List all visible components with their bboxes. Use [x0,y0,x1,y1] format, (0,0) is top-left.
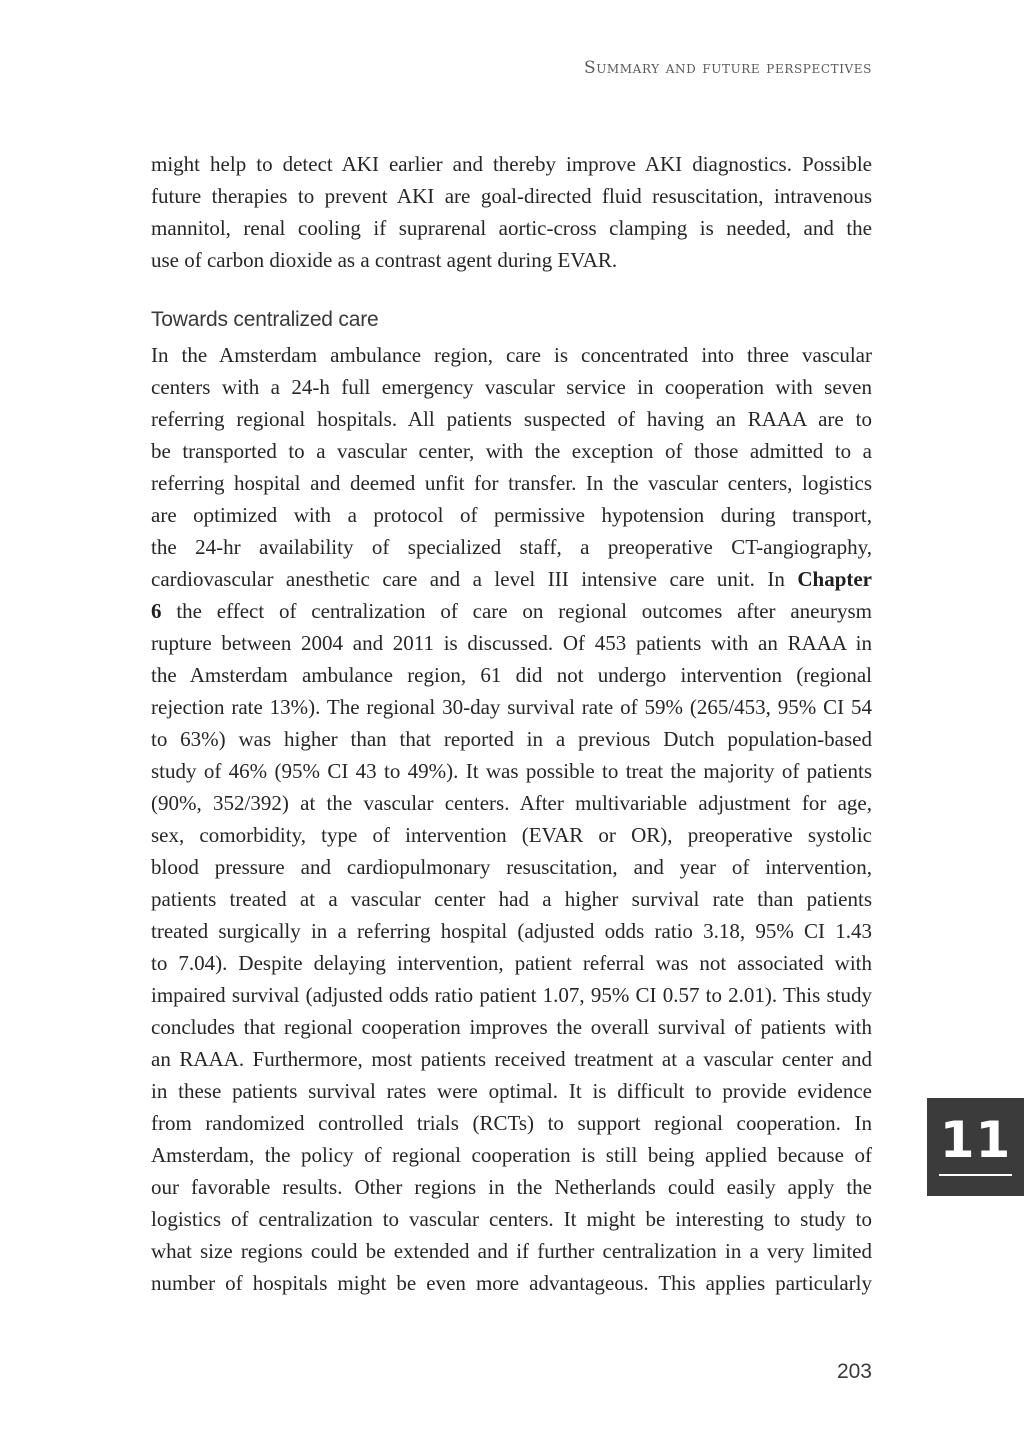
text-fragment: the effect of centralization of care on regional outcomes after aneurysm [176,599,872,623]
text-line: sex, comorbidity, type of intervention (EVAR or OR), preoperative systolic [151,823,872,847]
text-line: patients treated at a vascular center had a higher survival rate than patients [151,887,872,911]
running-header: Summary and future perspectives [583,58,872,78]
text-line: Amsterdam, the policy of regional cooperation is still being applied because of [151,1143,872,1167]
text-line: centers with a 24-h full emergency vascular service in cooperation with seven [151,375,872,399]
chapter-tab-number: 11 [939,1111,1012,1169]
text-line: impaired survival (adjusted odds ratio patient 1.07, 95% CI 0.57 to 2.01). This study [151,983,872,1007]
text-line: be transported to a vascular center, with the exception of those admitted to a [151,439,872,463]
text-line: study of 46% (95% CI 43 to 49%). It was possible to treat the majority of patients [151,759,872,783]
text-line: the Amsterdam ambulance region, 61 did not undergo intervention (regional [151,663,872,687]
text-line: the 24-hr availability of specialized staff, a preoperative CT-angiography, [151,535,872,559]
text-line: blood pressure and cardiopulmonary resuscitation, and year of intervention, [151,855,872,879]
text-line: might help to detect AKI earlier and thereby improve AKI diagnostics. Possible [151,152,872,176]
text-line: referring regional hospitals. All patients suspected of having an RAAA are to [151,407,872,431]
text-line: what size regions could be extended and if further centralization in a very limited [151,1239,872,1263]
text-line: use of carbon dioxide as a contrast agent during EVAR. [151,248,618,272]
text-line: from randomized controlled trials (RCTs) to support regional cooperation. In [151,1111,872,1135]
text-line: our favorable results. Other regions in the Netherlands could easily apply the [151,1175,872,1199]
page-number: 203 [836,1360,872,1383]
text-line: rupture between 2004 and 2011 is discussed. Of 453 patients with an RAAA in [151,631,872,655]
text-line: to 63%) was higher than that reported in a previous Dutch population-based [151,727,872,751]
section-heading: Towards centralized care [151,308,379,331]
text-line: rejection rate 13%). The regional 30-day survival rate of 59% (265/453, 95% CI 54 [151,695,872,719]
text-line: an RAAA. Furthermore, most patients received treatment at a vascular center and [151,1047,872,1071]
text-line: treated surgically in a referring hospital (adjusted odds ratio 3.18, 95% CI 1.43 [151,919,872,943]
paragraph-main [151,339,872,1299]
text-line: (90%, 352/392) at the vascular centers. After multivariable adjustment for age, [151,791,872,815]
chapter-tab-rule [939,1174,1012,1176]
text-line: referring hospital and deemed unfit for transfer. In the vascular centers, logistics [151,471,872,495]
text-line-with-chapter-ref [151,563,872,595]
chapter-ref-label: Chapter [797,567,872,591]
paragraph-top [151,148,872,276]
text-line: future therapies to prevent AKI are goal-directed fluid resuscitation, intravenous [151,184,872,208]
text-line: In the Amsterdam ambulance region, care is concentrated into three vascular [151,343,872,367]
text-line: in these patients survival rates were optimal. It is difficult to provide evidence [151,1079,872,1103]
chapter-ref-number: 6 [151,599,162,623]
chapter-tab [927,1098,1024,1196]
text-line-with-chapter-ref [151,595,872,627]
text-fragment: cardiovascular anesthetic care and a level III intensive care unit. In [151,567,785,591]
text-line: number of hospitals might be even more advantageous. This applies particularly [151,1271,872,1295]
text-line: logistics of centralization to vascular centers. It might be interesting to study to [151,1207,872,1231]
text-line: to 7.04). Despite delaying intervention, patient referral was not associated with [151,951,872,975]
text-line: are optimized with a protocol of permissive hypotension during transport, [151,503,872,527]
text-line: mannitol, renal cooling if suprarenal aortic-cross clamping is needed, and the [151,216,872,240]
text-line: concludes that regional cooperation improves the overall survival of patients with [151,1015,872,1039]
